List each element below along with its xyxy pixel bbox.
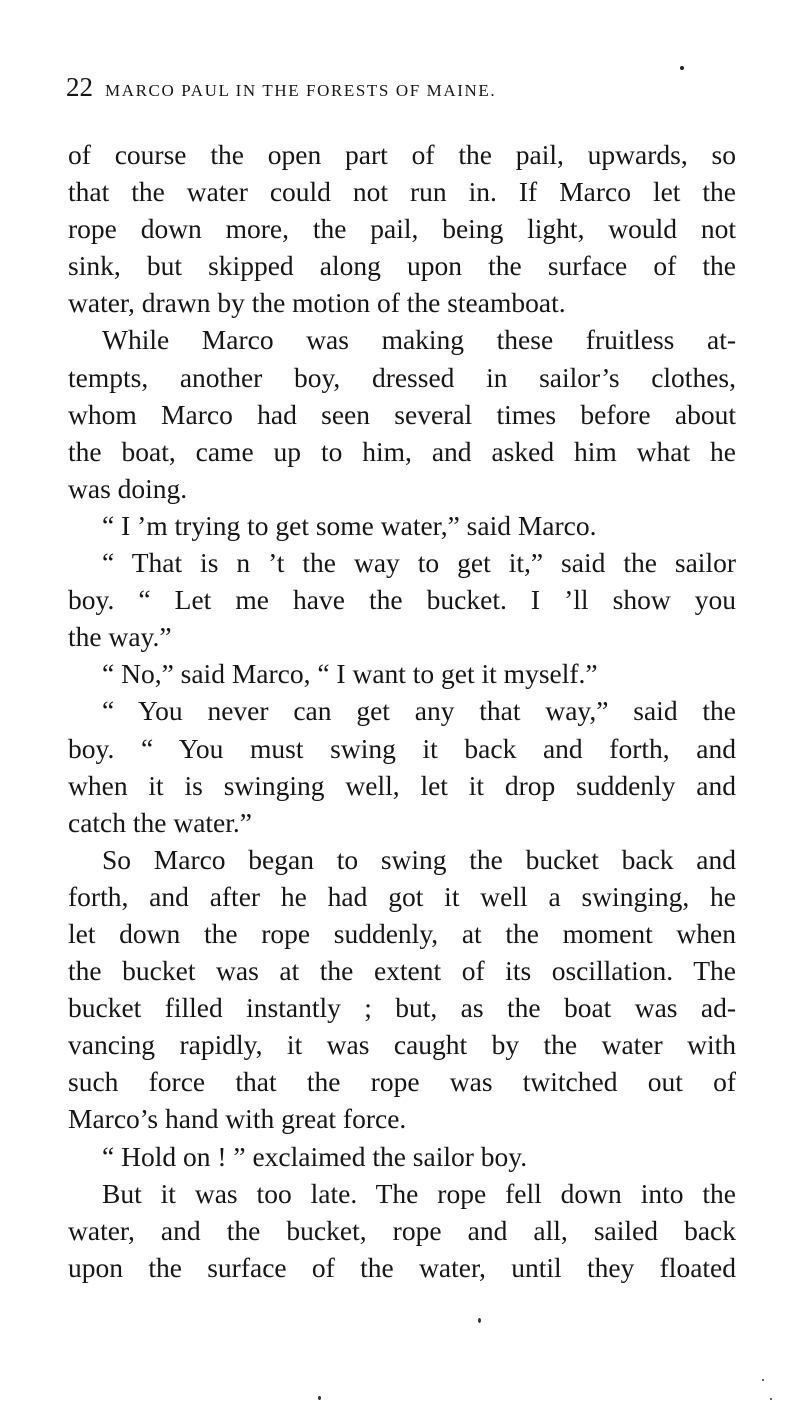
text-line: “ Hold on ! ” exclaimed the sailor boy.: [102, 1140, 528, 1172]
text-line: boy. “ Let me have the bucket. I ’ll show you: [68, 584, 736, 616]
text-line: whom Marco had seen several times before about: [68, 398, 736, 430]
text-line: forth, and after he had got it well a swinging, he: [68, 880, 736, 912]
text-line: boy. “ You must swing it back and forth, and: [68, 732, 736, 764]
text-line: such force that the rope was twitched out of: [68, 1066, 736, 1098]
text-line: But it was too late. The rope fell down into the: [102, 1177, 736, 1209]
text-line: Marco’s hand with great force.: [68, 1103, 407, 1135]
text-line: rope down more, the pail, being light, would not: [68, 213, 736, 245]
text-line: catch the water.”: [68, 806, 252, 838]
text-line: of course the open part of the pail, upwards, so: [68, 139, 736, 170]
text-line: when it is swinging well, let it drop suddenly and: [68, 769, 736, 801]
text-line: “ No,” said Marco, “ I want to get it myself.”: [102, 658, 598, 690]
print-speck: [318, 1396, 321, 1400]
text-line: “ That is n ’t the way to get it,” said the sailor: [102, 547, 736, 579]
running-head: [66, 72, 686, 106]
print-speck: [478, 1318, 481, 1323]
print-speck: [762, 1379, 764, 1381]
body-text: [68, 136, 736, 1286]
text-line: the way.”: [68, 621, 172, 653]
text-line: sink, but skipped along upon the surface of the: [68, 250, 736, 282]
text-line: water, drawn by the motion of the steamboat.: [68, 287, 566, 319]
text-line: let down the rope suddenly, at the moment when: [68, 917, 736, 949]
page-number: 22: [66, 72, 93, 102]
text-line: upon the surface of the water, until they floated: [68, 1251, 736, 1283]
text-line: was doing.: [68, 472, 188, 504]
print-speck: [770, 1398, 772, 1400]
text-line: While Marco was making these fruitless at-: [102, 324, 736, 356]
text-line: “ You never can get any that way,” said the: [102, 695, 736, 727]
text-line: the boat, came up to him, and asked him what he: [68, 435, 736, 467]
text-line: bucket filled instantly ; but, as the boat was ad-: [68, 992, 736, 1024]
running-title: MARCO PAUL IN THE FORESTS OF MAINE.: [105, 81, 497, 100]
print-speck-head: [680, 66, 684, 70]
text-line: tempts, another boy, dressed in sailor’s clothes,: [68, 361, 736, 393]
text-line: vancing rapidly, it was caught by the water with: [68, 1029, 736, 1061]
text-line: water, and the bucket, rope and all, sailed back: [68, 1214, 736, 1246]
text-line: the bucket was at the extent of its oscillation. The: [68, 955, 736, 987]
text-line: that the water could not run in. If Marco let the: [68, 176, 736, 208]
text-line: “ I ’m trying to get some water,” said Marco.: [102, 509, 597, 541]
text-line: So Marco began to swing the bucket back and: [102, 843, 736, 875]
